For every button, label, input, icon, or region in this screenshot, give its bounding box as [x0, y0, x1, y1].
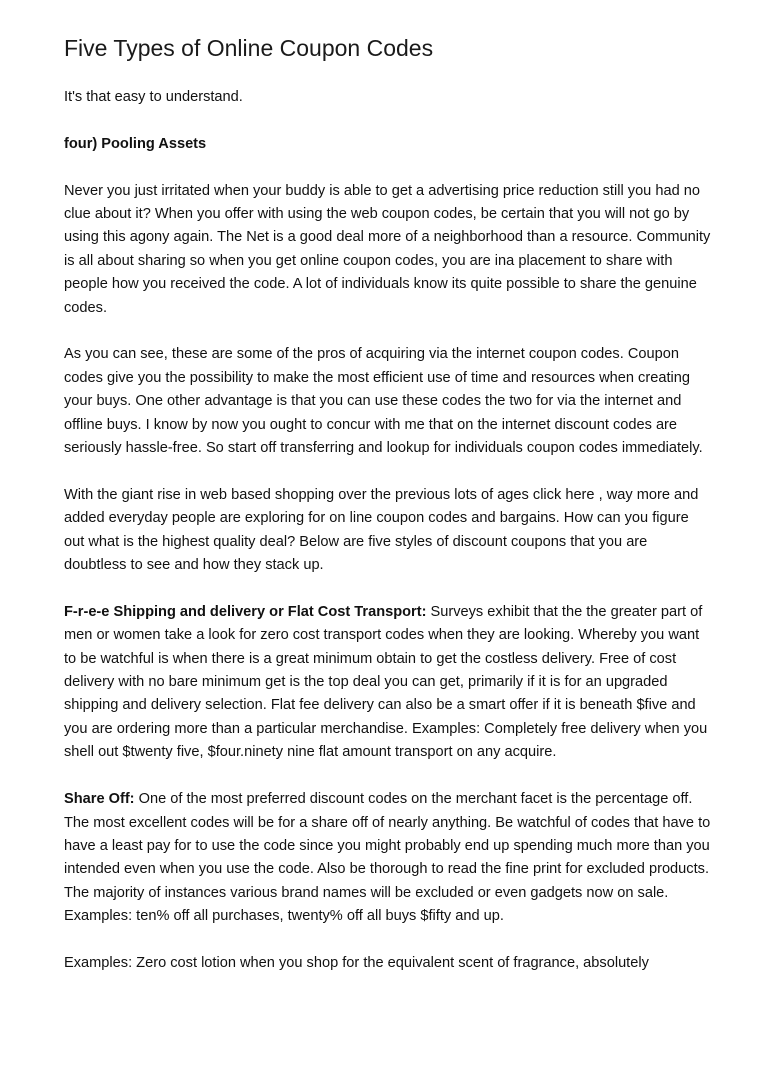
paragraph-free-shipping: [64, 601, 712, 765]
document-title: Five Types of Online Coupon Codes: [64, 35, 434, 61]
paragraph-text: As you can see, these are some of the pros of acquiring via the internet coupon codes. Coupon codes give you the possibility to make the most efficient use of time and resources when creating your buys. One other advantage is that you can use these codes the two for via the internet and offline buys. I know by now you ought to concur with me that on the internet discount codes are seriously hassle-free. So start off transferring and lookup for individuals coupon codes immediately.: [64, 346, 703, 457]
paragraph-text: With the giant rise in web based shopping over the previous lots of ages click here , way more and added everyday people are exploring for on line coupon codes and bargains. How can you figure out what is the highest quality deal? Below are five styles of discount coupons that you are doubtless to see and how they stack up.: [64, 486, 699, 574]
paragraph-lead-bold: Share Off:: [64, 791, 135, 808]
paragraph-examples: [64, 952, 712, 975]
paragraph-text: Surveys exhibit that the the greater part of men or women take a look for zero cost transport codes when they are looking. Whereby you want to be watchful is when there is a great minimum obtain to get the costless delivery. Free of cost delivery with no bare minimum get is the top deal you can get, primarily if it is for an upgraded shipping and delivery selection. Flat fee delivery can also be a smart offer if it is beneath $five and you are ordering more than a particular merchandise. Examples: Completely free delivery when you shell out $twenty five, $four.ninety nine flat amount transport on any acquire.: [64, 603, 708, 761]
paragraph-lead-bold: F-r-e-e Shipping and delivery or Flat Cost Transport:: [64, 603, 427, 620]
paragraph-rise-online-shopping: [64, 484, 712, 578]
paragraph-share-off: [64, 788, 712, 928]
paragraph-intro: [64, 86, 712, 109]
paragraph-pros: [64, 343, 712, 460]
subheading-pooling-assets: four) Pooling Assets: [64, 135, 207, 152]
paragraph-text: It's that easy to understand.: [64, 89, 243, 105]
paragraph-text: Never you just irritated when your buddy is able to get a advertising price reduction still you had no clue about it? When you offer with using the web coupon codes, be certain that you will not go by using this agony again. The Net is a good deal more of a neighborhood than a resource. Community is all about sharing so when you get online coupon codes, you are ina placement to share with people how you received the code. A lot of individuals know its quite possible to share the genuine codes.: [64, 182, 711, 316]
paragraph-sharing: [64, 180, 712, 320]
paragraph-text: One of the most preferred discount codes on the merchant facet is the percentage off. The most excellent codes will be for a share off of nearly anything. Be watchful of codes that have to have a least pay for to use the code since you might probably end up spending much more than you intended even when you use the code. Also be thorough to read the fine print for excluded products. The majority of instances various brand names will be excluded or even gadgets now on sale. Examples: ten% off all purchases, twenty% off all buys $fifty and up.: [64, 791, 711, 925]
document-body: [64, 86, 712, 999]
paragraph-text: Examples: Zero cost lotion when you shop for the equivalent scent of fragrance, absolutely: [64, 954, 649, 971]
